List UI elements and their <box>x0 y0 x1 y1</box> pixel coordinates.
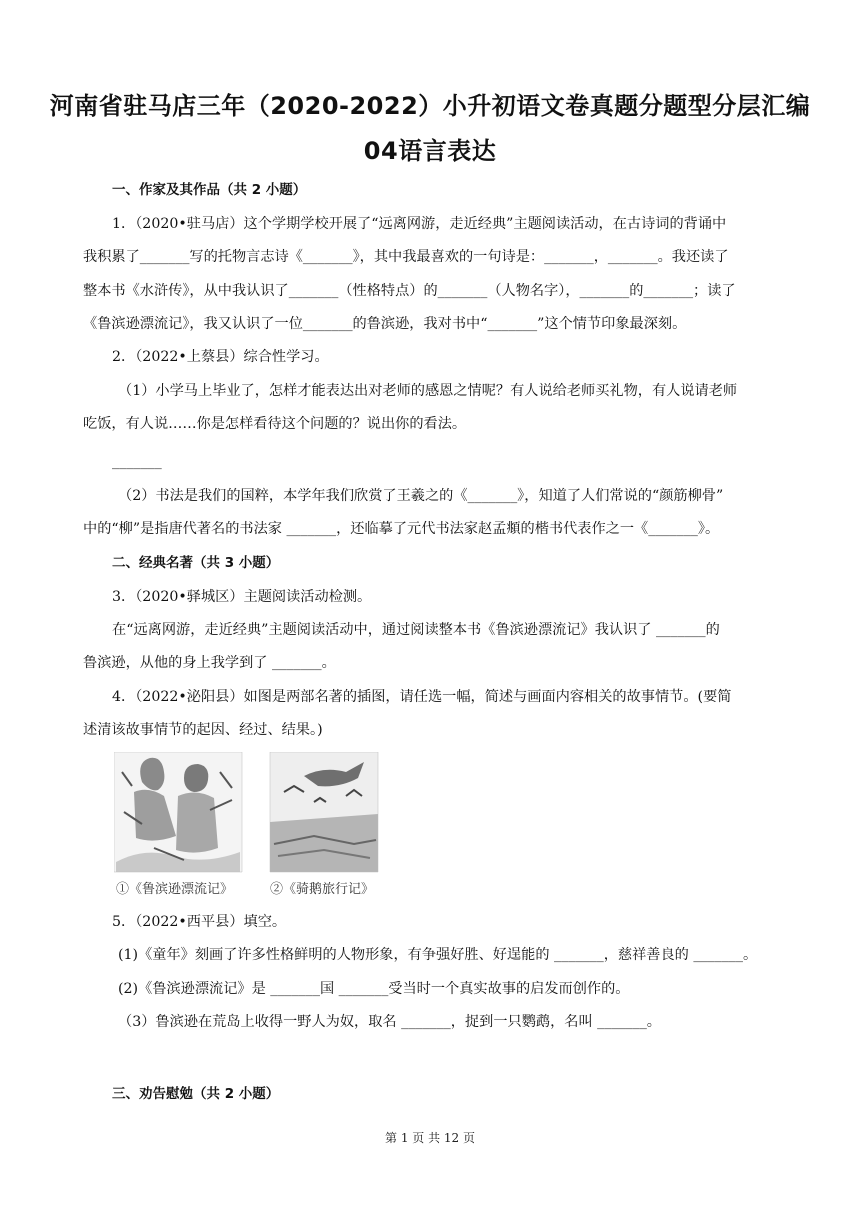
q5-part2: (2)《鲁滨逊漂流记》是 _______国 _______受当时一个真实故事的启发而创作的。 <box>118 981 630 997</box>
page-title-line2: 04语言表达 <box>363 137 497 165</box>
section-heading-2: 二、经典名著（共 3 小题） <box>112 555 280 571</box>
q1-line3: 整本书《水浒传》，从中我认识了_______（性格特点）的_______（人物名字），_______的_______；读了 <box>83 283 736 299</box>
q4-line2: 述清该故事情节的起因、经过、结果。) <box>83 722 323 738</box>
q3-line2: 在“远离网游，走近经典”主题阅读活动中，通过阅读整本书《鲁滨逊漂流记》我认识了 _______的 <box>112 622 720 638</box>
q5-line1: 5．（2022•西平县）填空。 <box>112 914 287 930</box>
illustration-pair <box>114 752 384 900</box>
illustration-caption-1: ①《鲁滨逊漂流记》 <box>116 882 234 897</box>
page-footer: 第 1 页 共 12 页 <box>385 1131 475 1145</box>
q2-part1-line1: （1）小学马上毕业了，怎样才能表达出对老师的感恩之情呢？有人说给老师买礼物，有人说请老师 <box>118 383 738 399</box>
q1-line2: 我积累了_______写的托物言志诗《_______》，其中我最喜欢的一句诗是：_______，_______。我还读了 <box>83 249 729 265</box>
q5-part3: （3）鲁滨逊在荒岛上收得一野人为奴，取名 _______，捉到一只鹦鹉，名叫 _______。 <box>118 1014 661 1030</box>
section-heading-3: 三、劝告慰勉（共 2 小题） <box>112 1086 280 1102</box>
illustration-caption-2: ②《骑鹅旅行记》 <box>270 882 375 897</box>
page-title-line1: 河南省驻马店三年（2020-2022）小升初语文卷真题分题型分层汇编 <box>49 92 811 120</box>
illustration-robinson <box>114 752 242 872</box>
illustration-nils <box>270 752 378 872</box>
q2-part2-line2: 中的“柳”是指唐代著名的书法家 _______，还临摹了元代书法家赵孟頫的楷书代表作之一《_______》。 <box>83 521 720 537</box>
q1-line1: 1．（2020•驻马店）这个学期学校开展了“远离网游，走近经典”主题阅读活动，在古诗词的背诵中 <box>112 216 727 232</box>
q5-part1: (1)《童年》刻画了许多性格鲜明的人物形象，有争强好胜、好逞能的 _______，慈祥善良的 _______。 <box>118 947 758 963</box>
q4-line1: 4．（2022•泌阳县）如图是两部名著的插图，请任选一幅，简述与画面内容相关的故事情节。(要简 <box>112 689 732 705</box>
q1-line4: 《鲁滨逊漂流记》，我又认识了一位_______的鲁滨逊，我对书中“_______”这个情节印象最深刻。 <box>83 316 687 332</box>
section-heading-1: 一、作家及其作品（共 2 小题） <box>112 182 307 198</box>
q3-line3: 鲁滨逊，从他的身上我学到了 _______。 <box>83 655 336 671</box>
q2-answer-blank: _______ <box>112 454 162 470</box>
q2-part2-line1: （2）书法是我们的国粹，本学年我们欣赏了王羲之的《_______》，知道了人们常说的“颜筋柳骨” <box>118 488 724 504</box>
q2-line1: 2．（2022•上蔡县）综合性学习。 <box>112 349 329 365</box>
q3-line1: 3．（2020•驿城区）主题阅读活动检测。 <box>112 589 372 605</box>
q2-part1-line2: 吃饭，有人说……你是怎样看待这个问题的？说出你的看法。 <box>83 416 467 432</box>
